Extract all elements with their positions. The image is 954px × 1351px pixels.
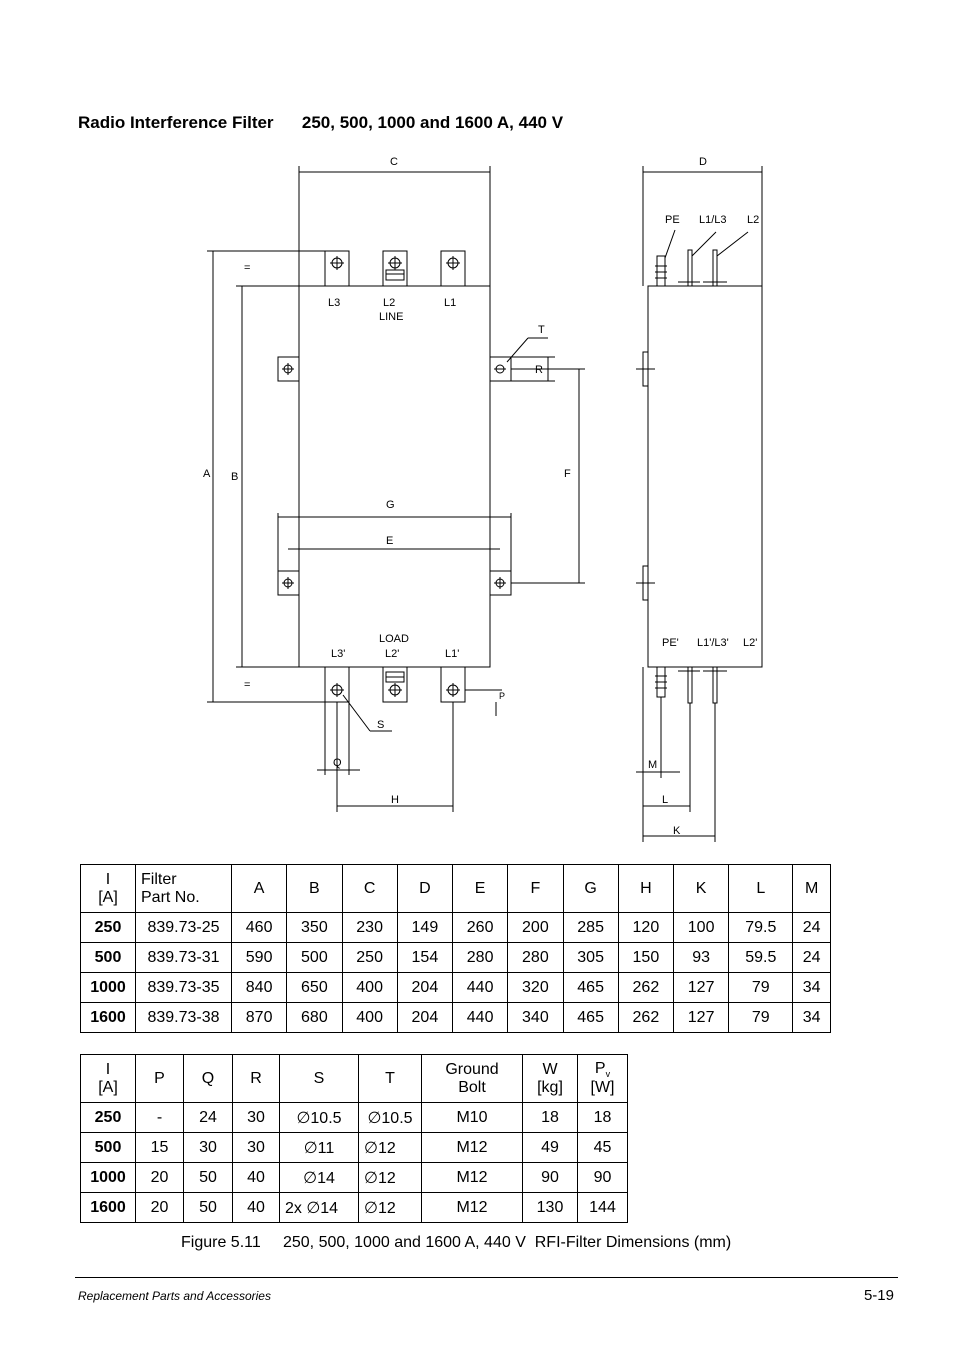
dim-label-G: G <box>386 499 395 511</box>
mounting-table <box>80 1054 628 1223</box>
table-row: 1600 20 50 40 2x ∅14 ∅12 M12 130 144 <box>81 1193 628 1223</box>
col-header-P: P <box>136 1055 184 1103</box>
dim-label-R: R <box>535 364 543 376</box>
label-PEp: PE' <box>662 637 679 649</box>
col-header-S: S <box>280 1055 359 1103</box>
dim-label-C: C <box>390 156 398 168</box>
col-header-A: A <box>232 865 287 913</box>
label-L2-side: L2 <box>747 214 760 226</box>
table-row: 1600 839.73-38 870 680 400 204 440 340 465 262 127 79 34 <box>81 1003 831 1033</box>
col-header-E: E <box>453 865 508 913</box>
table-row: 250 839.73-25 460 350 230 149 260 200 285 120 100 79.5 24 <box>81 913 831 943</box>
label-L2p-side: L2' <box>743 637 758 649</box>
col-header-D: D <box>397 865 452 913</box>
dim-label-S: S <box>377 719 385 731</box>
col-header-M: M <box>793 865 831 913</box>
col-header-K: K <box>674 865 729 913</box>
col-header-H: H <box>618 865 673 913</box>
dim-label-B: B <box>231 471 239 483</box>
dim-label-F: F <box>564 468 571 480</box>
equal-mark-bottom: = <box>244 679 251 691</box>
label-L3p: L3' <box>331 648 346 660</box>
col-header-B: B <box>287 865 342 913</box>
col-header-power-loss: $P_v$ [W] <box>578 1055 628 1103</box>
col-header-current: I [A] <box>81 865 136 913</box>
col-header-F: F <box>508 865 563 913</box>
col-header-part: Filter Part No. <box>136 865 232 913</box>
footer-divider <box>75 1277 898 1278</box>
col-header-R: R <box>233 1055 280 1103</box>
col-header-weight: W [kg] <box>523 1055 578 1103</box>
label-load: LOAD <box>379 633 409 645</box>
table-row: 500 15 30 30 ∅11 ∅12 M12 49 45 <box>81 1133 628 1163</box>
col-header-ground-bolt: Ground Bolt <box>422 1055 523 1103</box>
label-L2p: L2' <box>385 648 400 660</box>
label-L1p: L1' <box>445 648 460 660</box>
dim-label-Q: Q <box>333 757 342 769</box>
dim-label-T: T <box>538 324 545 336</box>
label-L2: L2 <box>383 297 396 309</box>
table-row: 500 839.73-31 590 500 250 154 280 280 305 150 93 59.5 24 <box>81 943 831 973</box>
dim-label-M: M <box>648 759 658 771</box>
page-title: Radio Interference Filter 250, 500, 1000 and 1600 A, 440 V <box>78 113 564 132</box>
filter-body-front <box>299 286 490 667</box>
dim-label-K: K <box>673 825 681 837</box>
dim-label-D: D <box>699 156 707 168</box>
table-row: 1000 20 50 40 ∅14 ∅12 M12 90 90 <box>81 1163 628 1193</box>
label-L1pL3p: L1'/L3' <box>697 637 729 649</box>
footer-section-title: Replacement Parts and Accessories <box>78 1289 271 1303</box>
dimension-table <box>80 864 831 1033</box>
page-number: 5-19 <box>863 1287 894 1304</box>
label-L1: L1 <box>444 297 457 309</box>
dim-label-H: H <box>391 794 399 806</box>
table-row: 250 - 24 30 ∅10.5 ∅10.5 M10 18 18 <box>81 1103 628 1133</box>
label-PE: PE <box>665 214 680 226</box>
filter-body-side <box>648 286 762 667</box>
dim-label-L: L <box>662 794 669 806</box>
col-header-L: L <box>729 865 793 913</box>
dim-label-P: P <box>499 691 506 701</box>
equal-mark-top: = <box>244 262 251 274</box>
dim-label-A: A <box>203 468 211 480</box>
label-L1L3: L1/L3 <box>699 214 727 226</box>
table-row: 1000 839.73-35 840 650 400 204 440 320 465 262 127 79 34 <box>81 973 831 1003</box>
col-header-current: I [A] <box>81 1055 136 1103</box>
label-L3: L3 <box>328 297 341 309</box>
col-header-T: T <box>359 1055 422 1103</box>
dim-label-E: E <box>386 535 394 547</box>
col-header-G: G <box>563 865 618 913</box>
col-header-Q: Q <box>184 1055 233 1103</box>
figure-caption: Figure 5.11 250, 500, 1000 and 1600 A, 440 V RFI-Filter Dimensions (mm) <box>181 1234 732 1251</box>
label-line: LINE <box>379 311 404 323</box>
col-header-C: C <box>342 865 397 913</box>
